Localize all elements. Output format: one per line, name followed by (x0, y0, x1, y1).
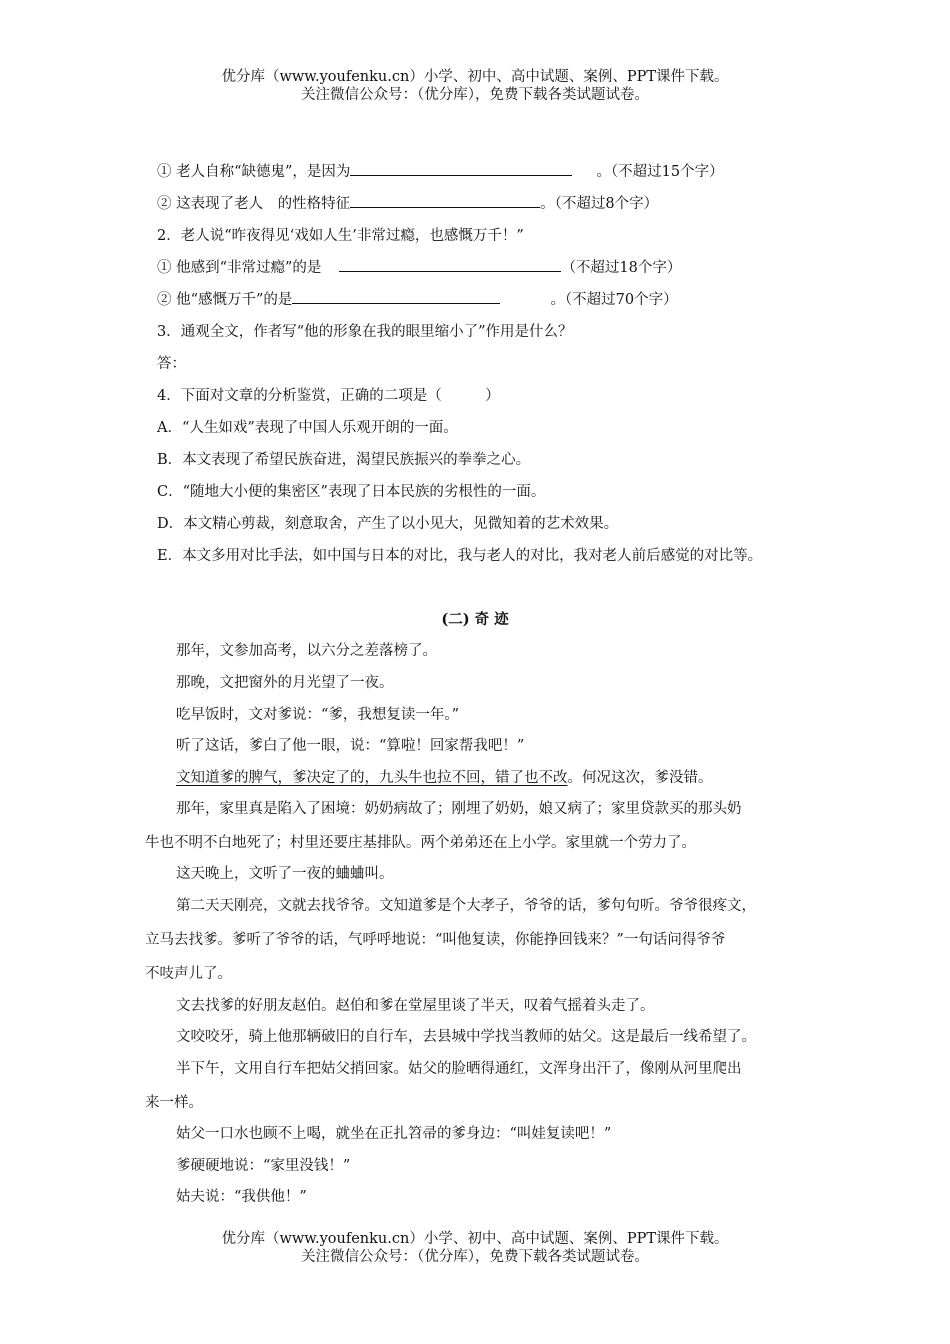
story-paragraph: 姑夫说：“我供他！” (176, 1189, 307, 1205)
story-paragraph: 那年，文参加高考，以六分之差落榜了。 (176, 643, 437, 659)
question-1b: ② 这表现了老人 的性格特征 。（不超过8个字） (157, 192, 658, 213)
footer-line-2: 关注微信公众号：（优分库），免费下载各类试题试卷。 (301, 1249, 649, 1265)
story-paragraph-cont: 来一样。 (145, 1095, 203, 1111)
story-paragraph: 文咬咬牙，骑上他那辆破旧的自行车，去县城中学找当教师的姑父。这是最后一线希望了。 (176, 1029, 756, 1045)
story-title: (二) 奇 迹 (441, 611, 509, 628)
page-footer (0, 1230, 950, 1266)
story-paragraph: 半下午，文用自行车把姑父捎回家。姑父的脸晒得通红，文浑身出汗了，像刚从河里爬出 (176, 1061, 742, 1077)
option-d: D．本文精心剪裁，刻意取舍，产生了以小见大，见微知着的艺术效果。 (157, 516, 619, 532)
story-paragraph: 听了这话，爹白了他一眼，说：“算啦！回家帮我吧！” (176, 738, 525, 754)
header-line-2: 关注微信公众号：（优分库），免费下载各类试题试卷。 (301, 87, 649, 103)
question-1a: ① 老人自称“缺德鬼”，是因为 。（不超过15个字） (157, 160, 724, 181)
story-paragraph: 文知道爹的脾气，爹决定了的，九头牛也拉不回，错了也不改。何况这次，爹没错。 (176, 770, 713, 786)
story-paragraph: 那晚，文把窗外的月光望了一夜。 (176, 675, 394, 691)
answer-blank (292, 289, 500, 304)
answer-label: 答： (157, 356, 186, 372)
question-2a: ① 他感到“非常过瘾”的是 （不超过18个字） (157, 256, 681, 277)
option-e: E．本文多用对比手法，如中国与日本的对比，我与老人的对比，我对老人前后感觉的对比等。 (157, 548, 763, 564)
option-a: A．“人生如戏”表现了中国人乐观开朗的一面。 (157, 420, 458, 436)
story-paragraph: 爹硬硬地说：“家里没钱！” (176, 1158, 351, 1174)
option-b: B．本文表现了希望民族奋进，渴望民族振兴的拳拳之心。 (157, 452, 531, 468)
page-header (0, 68, 950, 104)
story-paragraph-cont: 不吱声儿了。 (145, 966, 232, 982)
question-4: 4．下面对文章的分析鉴赏，正确的二项是（ ） (157, 388, 500, 404)
story-paragraph-cont: 牛也不明不白地死了；村里还要庄基排队。两个弟弟还在上小学。家里就一个劳力了。 (145, 835, 696, 851)
option-c: C．“随地大小便的集密区”表现了日本民族的劣根性的一面。 (157, 484, 546, 500)
story-paragraph: 第二天天刚亮，文就去找爷爷。文知道爹是个大孝子，爷爷的话，爹句句听。爷爷很疼文， (176, 898, 756, 914)
question-2: 2．老人说“昨夜得见‘戏如人生’非常过瘾，也感慨万千！” (157, 228, 524, 244)
answer-blank (339, 257, 561, 272)
story-paragraph: 吃早饭时，文对爹说：“爹，我想复读一年。” (176, 707, 460, 723)
story-paragraph: 文去找爹的好朋友赵伯。赵伯和爹在堂屋里谈了半天，叹着气摇着头走了。 (176, 998, 655, 1014)
story-paragraph: 姑父一口水也顾不上喝，就坐在正扎笤帚的爹身边：“叫娃复读吧！” (176, 1126, 612, 1142)
underlined-sentence: 文知道爹的脾气，爹决定了的，九头牛也拉不回，错了也不改 (176, 770, 568, 786)
story-paragraph-cont: 立马去找爹。爹听了爷爷的话，气呼呼地说：“叫他复读，你能挣回钱来？”一句话问得爷爷 (145, 932, 726, 948)
question-2b: ② 他“感慨万千”的是 。（不超过70个字） (157, 288, 678, 309)
answer-blank (350, 161, 572, 176)
answer-blank (350, 193, 540, 208)
header-line-1: 优分库（www.youfenku.cn）小学、初中、高中试题、案例、PPT课件下载。 (221, 69, 729, 85)
footer-line-1: 优分库（www.youfenku.cn）小学、初中、高中试题、案例、PPT课件下载。 (221, 1231, 729, 1247)
story-paragraph: 那年，家里真是陷入了困境：奶奶病故了；刚埋了奶奶，娘又病了；家里贷款买的那头奶 (176, 801, 742, 817)
story-paragraph: 这天晚上，文听了一夜的蛐蛐叫。 (176, 866, 394, 882)
question-3: 3．通观全文，作者写“他的形象在我的眼里缩小了”作用是什么？ (157, 324, 573, 340)
